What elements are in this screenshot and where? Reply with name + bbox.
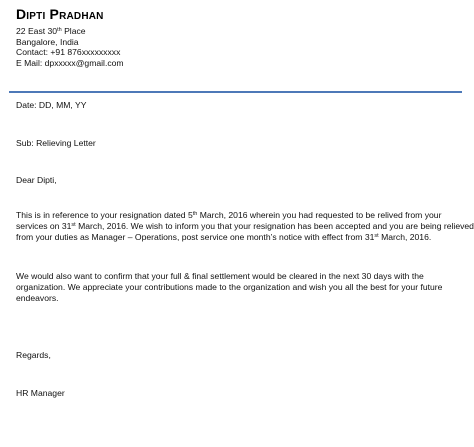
contact-line: Contact: +91 876xxxxxxxxx bbox=[16, 47, 121, 58]
sender-address-block bbox=[16, 26, 124, 68]
salutation: Dear Dipti, bbox=[16, 175, 57, 185]
sender-name: Dipti Pradhan bbox=[16, 6, 104, 22]
body-paragraph-1: This is in reference to your resignation dated 5th March, 2016 wherein you had requested to be relived from your services on 31st March, 2016. We wish to inform you that your resignation has been accepted and you are being relieved from your duties as Manager – Operations, post service one month’s notice with effect from 31st March, 2016. bbox=[16, 210, 474, 243]
body-paragraph-2: We would also want to confirm that your full & final settlement would be cleared in the next 30 days with the organization. We appreciate your contributions made to the organization and wish you all the best for your future endeavors. bbox=[16, 271, 443, 304]
date-line: Date: DD, MM, YY bbox=[16, 100, 87, 110]
header-divider bbox=[9, 91, 462, 93]
closing: Regards, bbox=[16, 350, 51, 360]
address-line-2: Bangalore, India bbox=[16, 36, 79, 47]
signatory: HR Manager bbox=[16, 388, 65, 398]
subject-line: Sub: Relieving Letter bbox=[16, 138, 96, 148]
email-line: E Mail: dpxxxxx@gmail.com bbox=[16, 57, 124, 68]
address-line-1: 22 East 30th Place bbox=[16, 26, 86, 36]
